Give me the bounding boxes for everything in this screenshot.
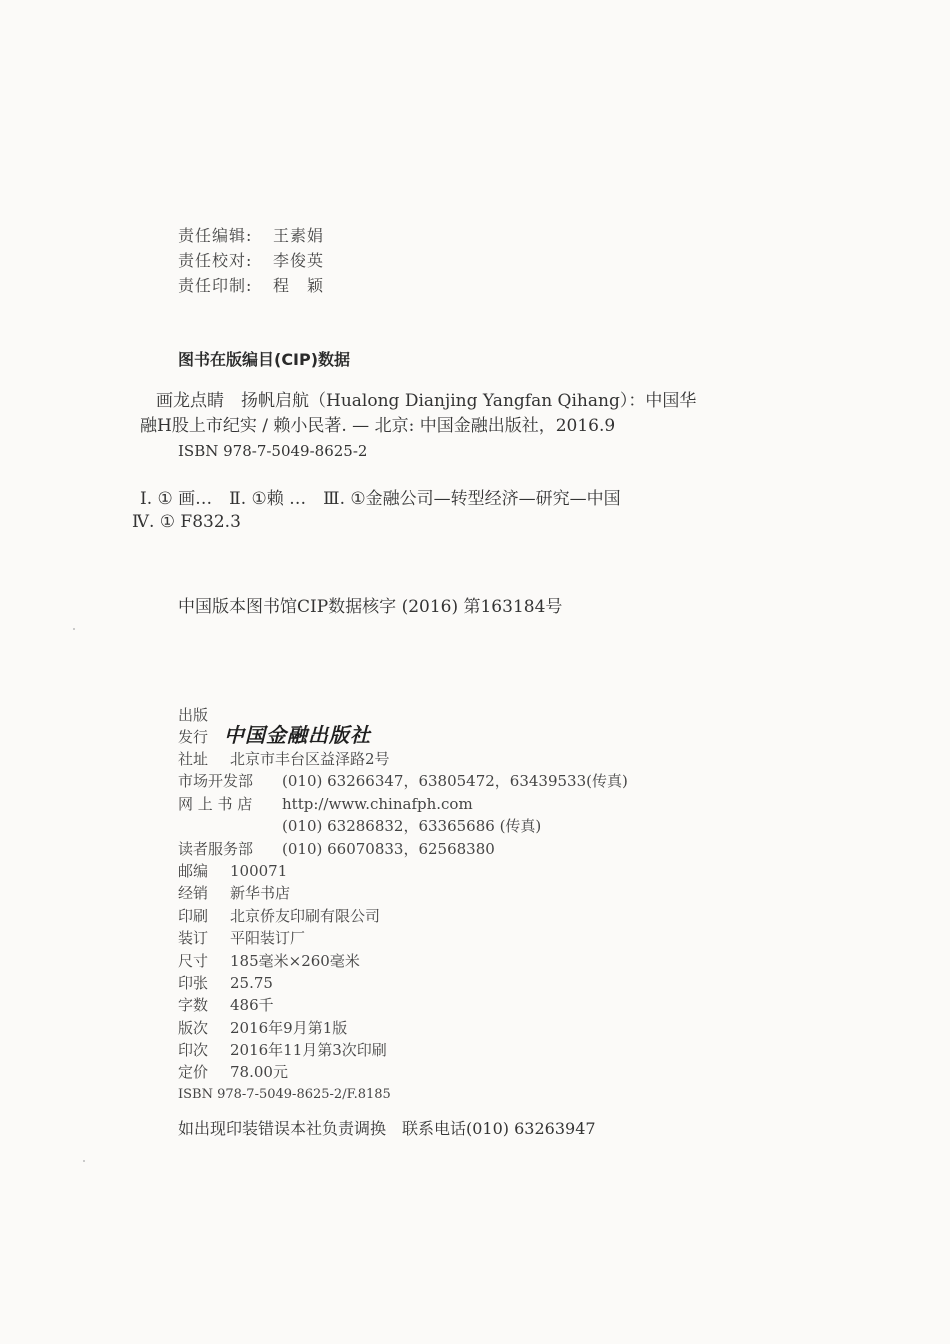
imprint-row <box>178 882 628 904</box>
imprint-row <box>178 927 628 949</box>
imprint-key: 定价 <box>178 1063 209 1082</box>
imprint-key: 读者服务部 <box>178 839 254 858</box>
imprint-key: 版次 <box>178 1018 209 1037</box>
imprint-key: 社址 <box>178 750 209 768</box>
distribute-label: 发行 <box>178 728 209 746</box>
publisher-row <box>178 704 628 748</box>
imprint-value: (010) 63286832，63365686 (传真) <box>282 817 542 836</box>
imprint-row <box>178 905 628 927</box>
imprint-value: 486千 <box>230 996 274 1015</box>
print-manager-row <box>178 273 324 298</box>
imprint-key: 市场开发部 <box>178 772 254 791</box>
publisher-logo: 中国金融出版社 <box>224 722 371 747</box>
imprint-row <box>178 1017 628 1039</box>
cip-title: 图书在版编目(CIP)数据 <box>178 350 351 369</box>
paper-speck <box>83 1160 85 1162</box>
imprint-key: 经销 <box>178 884 209 903</box>
imprint-key: 邮编 <box>178 861 209 880</box>
imprint-row <box>178 860 628 882</box>
imprint-value: (010) 66070833，62568380 <box>282 839 495 858</box>
imprint-value: 25.75 <box>230 973 273 992</box>
imprint-value: (010) 63266347，63805472，63439533(传真) <box>282 772 628 791</box>
imprint-value: 2016年11月第3次印刷 <box>230 1041 387 1060</box>
editors-block <box>178 223 324 298</box>
isbn-price-row <box>178 1084 628 1106</box>
paper-speck <box>73 628 75 630</box>
cip-classification-1: Ⅰ. ① 画… Ⅱ. ①赖 … Ⅲ. ①金融公司—转型经济—研究—中国 <box>140 489 621 509</box>
cip-line-1: 画龙点睛 扬帆启航（Hualong Dianjing Yangfan Qihang）：中国华 <box>156 391 697 411</box>
imprint-key <box>178 815 282 837</box>
imprint-row <box>178 838 628 860</box>
proofreader-row <box>178 248 324 273</box>
imprint-row <box>178 1039 628 1061</box>
proofreader-label: 责任校对: <box>178 251 253 270</box>
imprint-row <box>178 1061 628 1083</box>
imprint-row <box>178 748 628 770</box>
imprint-value: 北京市丰台区益泽路2号 <box>230 750 390 768</box>
imprint-value: 78.00元 <box>230 1063 288 1082</box>
imprint-key: 装订 <box>178 929 209 948</box>
imprint-value: 北京侨友印刷有限公司 <box>230 906 381 925</box>
imprint-rows <box>178 748 628 1084</box>
publish-label: 出版 <box>178 706 209 724</box>
replacement-notice: 如出现印装错误本社负责调换 联系电话(010) 63263947 <box>178 1119 596 1138</box>
publisher-labels <box>178 704 222 748</box>
cip-approval-note: 中国版本图书馆CIP数据核字 (2016) 第163184号 <box>178 597 563 617</box>
imprint-row <box>178 793 628 815</box>
imprint-block <box>178 704 628 1106</box>
imprint-row <box>178 972 628 994</box>
imprint-value: 2016年9月第1版 <box>230 1018 348 1037</box>
imprint-key: 印张 <box>178 973 209 992</box>
imprint-value: 185毫米×260毫米 <box>230 951 360 970</box>
print-manager-label: 责任印制: <box>178 276 253 295</box>
cip-classification-2: Ⅳ. ① F832.3 <box>132 512 241 532</box>
editor-label: 责任编辑: <box>178 226 253 245</box>
imprint-value: 新华书店 <box>230 884 291 903</box>
imprint-key: 字数 <box>178 996 209 1015</box>
imprint-key: 尺寸 <box>178 951 209 970</box>
imprint-value: http://www.chinafph.com <box>282 794 473 813</box>
editor-row <box>178 223 324 248</box>
imprint-value: 100071 <box>230 861 288 880</box>
isbn-price: ISBN 978-7-5049-8625-2/F.8185 <box>178 1086 391 1102</box>
cip-line-2: 融H股上市纪实 / 赖小民著. — 北京: 中国金融出版社，2016.9 <box>140 416 616 436</box>
imprint-value: 平阳装订厂 <box>230 929 306 948</box>
imprint-key: 印刷 <box>178 906 209 925</box>
imprint-key: 印次 <box>178 1041 209 1060</box>
imprint-row <box>178 770 628 792</box>
proofreader-value: 李俊英 <box>273 251 325 270</box>
imprint-row <box>178 950 628 972</box>
editor-value: 王素娟 <box>273 226 325 245</box>
print-manager-value: 程 颖 <box>273 276 325 295</box>
imprint-row <box>178 815 628 837</box>
imprint-key: 网 上 书 店 <box>178 794 253 813</box>
imprint-row <box>178 994 628 1016</box>
cip-isbn: ISBN 978-7-5049-8625-2 <box>178 442 368 460</box>
